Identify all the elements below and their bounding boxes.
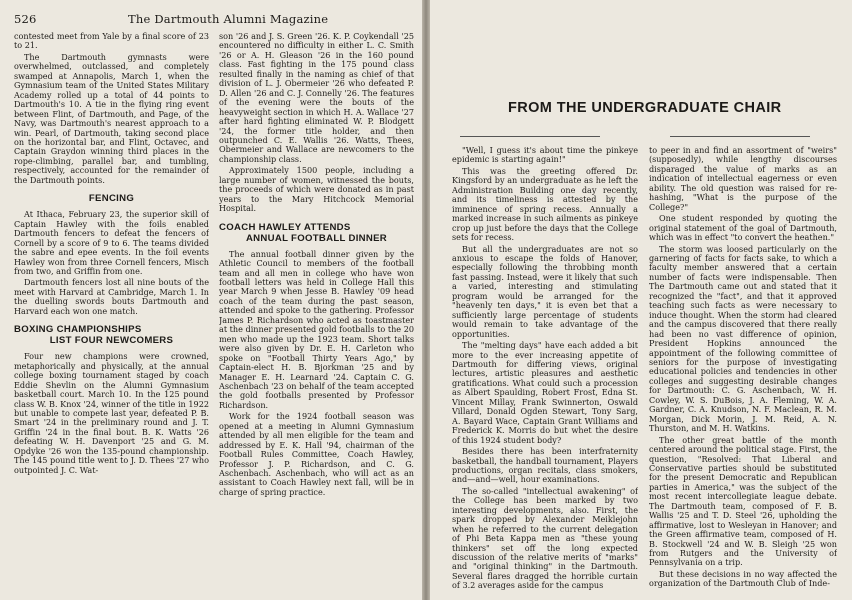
right-column-2 [649,146,837,594]
heading-line: COACH HAWLEY ATTENDS [219,221,351,233]
heading-fencing: FENCING [88,193,135,205]
right-column-1 [452,146,638,594]
paragraph: The other great battle of the month centered around the political stage. First, the question, "Resolved: That Liberal and Conservative parties should be substituted for the present Democratic and Republican parties in America," was the subject of the most recent intercollegiate league debate. The Dartmouth team, composed of F. B. Wallis '25 and T. D. Steel '26, upholding the affirmative, lost to Wesleyan in Hanover; and the Green affirmative team, composed of H. B. Stockwell '24 and W. B. Sleigh '25 won from Rutgers and the University of Pennsylvania on a trip. [649,434,837,568]
heading-line: ANNUAL FOOTBALL DINNER [245,232,388,244]
heading-boxing [14,324,209,346]
paragraph: The "melting days" have each added a bit more to the ever increasing appetite of Dartmouth for differing views, original lectures, artistic pleasures and aesthetic gratifications. What could such a procession as Albert Spaulding, Robert Frost, Edna St. Vincent Millay, Frank Swinnerton, Oswald Villard, Donald Ogden Stewart, Tony Sarg, A. Bayard Wace, Captain Grant Williams and Frederick K. Morris do but whet the desire of this 1924 student body? [452,340,638,445]
title-rule [460,136,600,137]
paragraph: The so-called "intellectual awakening" of the College has been marked by two interesting developments, also. First, the spark dropped by Alexander Meiklejohn when he referred to the current delegation of Phi Beta Kappa men as "these young thinkers" set off the long expected discussion of the relative merits of "marks" and "original thinking" in the Dartmouth. Several flares dragged the horrible curtain of 3.2 averages aside for the campus [452,485,638,591]
heading-line: BOXING CHAMPIONSHIPS [14,324,142,336]
paragraph: Besides there has been interfraternity basketball, the handball tournament, Players productions, organ recitals, class smokers, and—and—well, hour examinations. [452,446,638,485]
section-title: FROM THE UNDERGRADUATE CHAIR [508,100,782,116]
right-page [430,0,852,600]
paragraph: The Dartmouth gymnasts were overwhelmed, outclassed, and completely swamped at Annapolis, March 1, when the Gymnasium team of the United States Military Academy rolled up a total of 44 points to Dartmouth's 10. A tie in the flying ring event between Flint, of Dartmouth, and Page, of the Navy, was Dartmouth's nearest approach to a win. Pearl, of Dartmouth, taking second place on the horizontal bar, and Flint, Octavec, and Captain Graydon winning third places in the rope-climbing, parallel bar, and tumbling, respectively, accounted for the remainder of the Dartmouth points. [14,51,209,185]
book-gutter [422,0,430,600]
paragraph: contested meet from Yale by a final score of 23 to 21. [14,32,209,51]
paragraph: Approximately 1500 people, including a large number of women, witnessed the bouts, the proceeds of which were donated as in past years to the Mary Hitchcock Memorial Hospital. [219,165,414,214]
left-page [0,0,422,600]
heading-coach-hawley [219,222,414,244]
title-rule [670,136,810,137]
paragraph: This was the greeting offered Dr. Kingsford by an undergraduate as he left the Administration Building one day recently, and its timeliness is attested by the imminence of spring recess. Annually a marked increase in such ailments as pinkeye crop up just before the days that the College sets for recess. [452,165,638,243]
paragraph: "Well, I guess it's about time the pinkeye epidemic is starting again!" [452,146,638,165]
paragraph: Four new champions were crowned, metaphorically and physically, at the annual college boxing tournament staged by coach Eddie Shevlin on the Alumni Gymnasium basketball court. March 10. In the 125 pound class W. B. Knox '24, winner of the title in 1922 but unable to compete last year, defeated P. B. Smart '24 in the preliminary round and J. T. Griffin '24 in the final bout. B. K. Watts '26 defeating W. H. Davenport '25 and G. M. Opdyke '26 won the 135-pound championship. The 145 pound title went to J. D. Thees '27 who outpointed J. C. Wat- [14,351,209,475]
left-column-2 [219,32,414,594]
paragraph: But all the undergraduates are not so anxious to escape the folds of Hanover, especially following the throbbing month fast passing. Instead, were it likely that such a varied, interesting and stimulating program would be arranged for the "heavenly ten days," it is even bet that a sufficiently large percentage of students would remain to take advantage of the opportunities. [452,243,638,339]
paragraph: The annual football dinner given by the Athletic Council to members of the football team and all men in college who have won football letters was held in College Hall this year March 9 when Jesse B. Hawley '09 head coach of the team during the past season, attended and spoke to the gathering. Professor James P. Richardson who acted as toastmaster at the dinner presented gold footballs to the 20 men who made up the 1923 team. Short talks were also given by Dr. E. H. Carleton who spoke on "Football Thirty Years Ago," by Captain-elect H. B. Bjorkman '25 and by Manager E. H. Learnard '24. Captain C. G. Aschenbach '23 on behalf of the team accepted the gold footballs presented by Professor Richardson. [219,248,414,410]
paragraph: At Ithaca, February 23, the superior skill of Captain Hawley with the foils enabled Dartmouth fencers to defeat the fencers of Cornell by a score of 9 to 6. The teams divided the sabre and epee events. In the foil events Hawley won from three Cornell fencers, Misch from two, and Griffin from one. [14,209,209,276]
paragraph: Dartmouth fencers lost all nine bouts of the meet with Harvard at Cambridge, March 1. In the duelling swords bouts Dartmouth and Harvard each won one match. [14,277,209,316]
heading-line: LIST FOUR NEWCOMERS [49,335,174,347]
paragraph: But these decisions in no way affected the organization of the Dartmouth Club of Inde- [649,568,837,589]
paragraph: Work for the 1924 football season was opened at a meeting in Alumni Gymnasium attended by all men eligible for the team and addressed by E. K. Hall '94, chairman of the Football Rules Committee, Coach Hawley, Professor J. P. Richardson, and C. G. Aschenbach. Aschenbach, who will act as an assistant to Coach Hawley next fall, will be in charge of spring practice. [219,411,414,497]
paragraph: The storm was loosed particularly on the garnering of facts for facts sake, to which a faculty member answered that a certain number of facts were indispensable. Then The Dartmouth came out and stated that it recognized the "fact", and that it approved teaching such facts as were necessary to induce thought. When the storm had cleared and the campus discovered that there really had been no vast difference of opinion, President Hopkins announced the appointment of the following committee of seniors for the purpose of investigating educational policies and tendencies in other colleges and suggesting desirable changes for Dartmouth: C. G. Aschenbach, W. H. Cowley, W. S. DuBois, J. A. Fleming, W. A. Gardner, C. A. Knudson, N. F. Maclean, R. M. Morgan, Dick Morin, J. M. Reid, A. N. Thurston, and M. H. Watkins. [649,243,837,434]
left-column-1 [14,32,209,594]
paragraph: to peer in and find an assortment of "weirs" (supposedly), while lengthy discourses disparaged the value of marks as an indication of intellectual eagerness or even ability. The old question was raised for re-hashing, "What is the purpose of the College?" [649,146,837,212]
running-title: The Dartmouth Alumni Magazine [128,12,329,26]
page-number: 526 [14,12,37,26]
paragraph: One student responded by quoting the original statement of the goal of Dartmouth, which was in effect "to convert the heathen." [649,213,837,243]
paragraph: son '26 and J. S. Green '26. K. P. Coykendall '25 encountered no difficulty in either L. C. Smith '26 or A. H. Gleason '26 in the 160 pound class. Fast fighting in the 175 pound class resulted finally in the naming as chief of that division of L. J. Obermeier '26 who defeated P. D. Allen '26 and C. J. Connelly '26. The features of the evening were the bouts of the heavyweight section in which H. A. Wallace '27 after hard fighting eliminated W. P. Blodgett '24, the former title holder, and then outpunched C. E. Wallis '26. Watts, Thees, Obermeier and Wallace are newcomers to the championship class. [219,32,414,164]
